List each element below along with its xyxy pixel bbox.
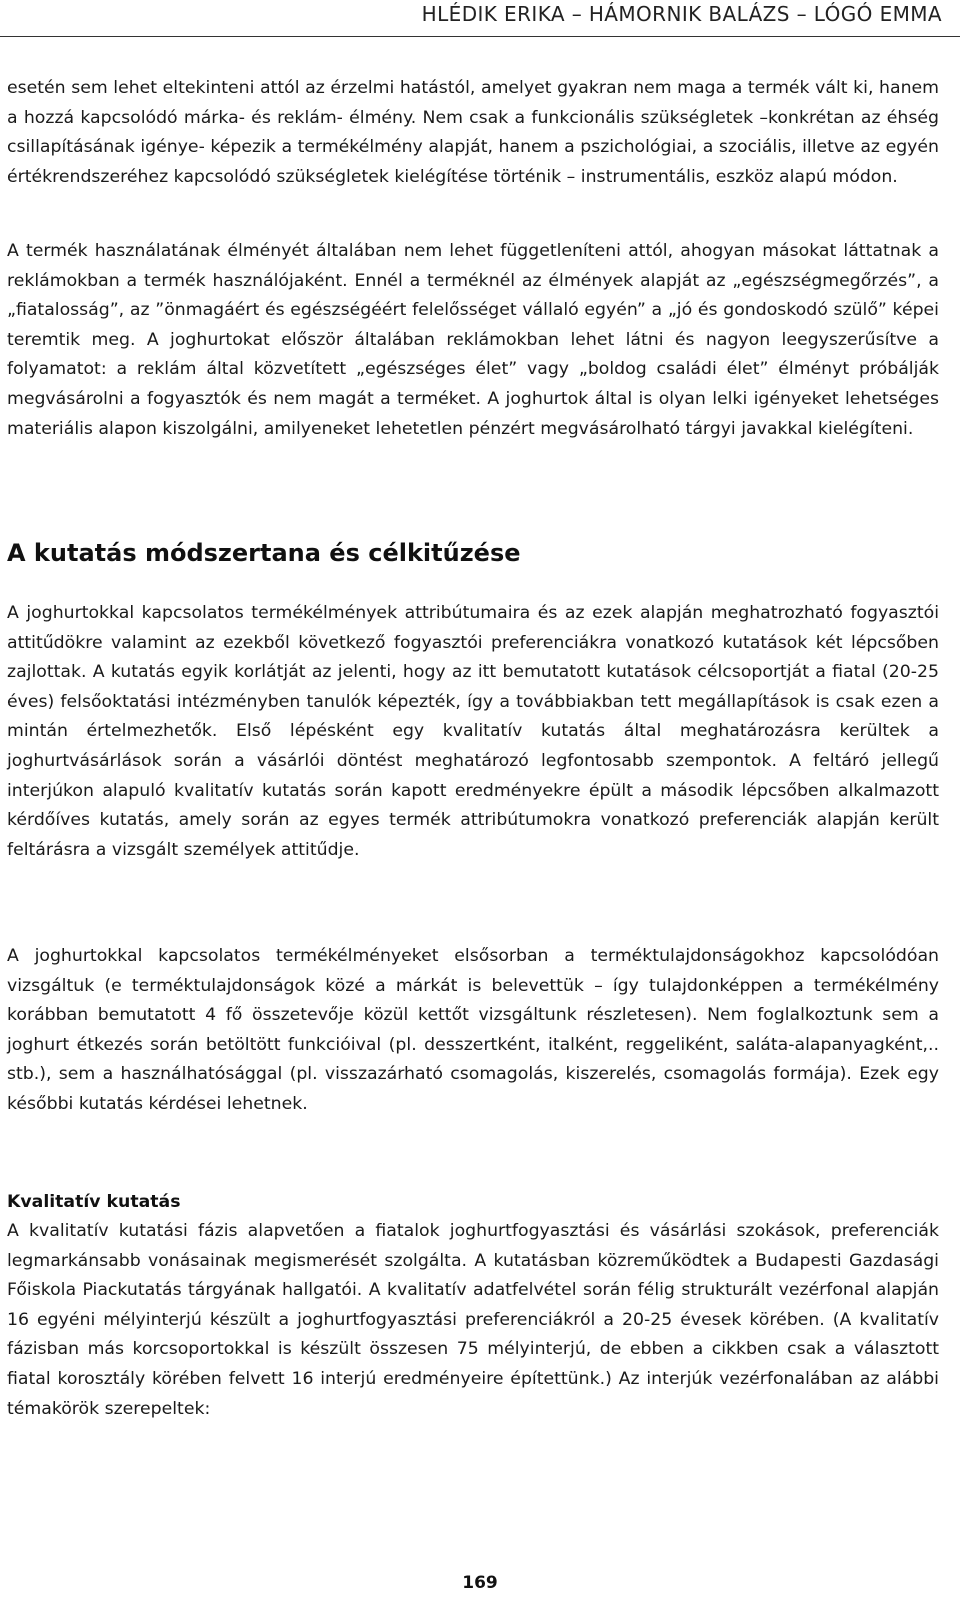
- page-number: 169: [462, 1573, 498, 1593]
- paragraph-attributes: A joghurtokkal kapcsolatos termékélményeket elsősorban a terméktulajdonságokhoz kapcsolódóan vizsgáltuk (e terméktulajdonságok közé a márkát is belevettük – így tulajdonképpen a termékélmény korábban bemutatott 4 fő összetevője közül kettőt vizsgáltunk részletesen). Nem foglalkoztunk sem a joghurt étkezés során betöltött funkcióival (pl. desszertként, italként, reggeliként, saláta-alapanyagként,.. stb.), sem a használhatósággal (pl. visszazárható csomagolás, kiszerelés, csomagolás formája). Ezek egy későbbi kutatás kérdései lehetnek.: [7, 946, 939, 1114]
- paragraph-product-experience: A termék használatának élményét általában nem lehet függetleníteni attól, ahogyan másokat láttatnak a reklámokban a termék használójaként. Ennél a terméknél az élmények alapját az „egészségmegőrzés”, a „fiatalosság”, az ”önmagáért és egészségéért felelősséget vállaló egyén” a „jó és gondoskodó szülő” képei teremtik meg. A joghurtokat először általában reklámokban lehet látni és nagyon leegyszerűsítve a folyamatot: a reklám által közvetített „egészséges élet” vagy „boldog családi élet” élményt próbálják megvásárolni a fogyasztók és nem magát a terméket. A joghurtok által is olyan lelki igényeket lehetséges materiális alapon kiszolgálni, amilyeneket lehetetlen pénzért megvásárolható tárgyi javakkal kielégíteni.: [7, 241, 939, 439]
- running-head: HLÉDIK ERIKA – HÁMORNIK BALÁZS – LÓGÓ EMMA: [421, 2, 942, 26]
- section-heading: A kutatás módszertana és célkitűzése: [7, 539, 521, 567]
- subsection-heading: Kvalitatív kutatás: [7, 1192, 181, 1212]
- header-rule: [0, 36, 960, 37]
- paragraph-methodology: A joghurtokkal kapcsolatos termékélmények attribútumaira és az ezek alapján meghatrozható fogyasztói attitűdökre valamint az ezekből következő fogyasztói preferenciákra vonatkozó kutatások két lépcsőben zajlottak. A kutatás egyik korlátját az jelenti, hogy az itt bemutatott kutatások célcsoportját a fiatal (20-25 éves) felsőoktatási intézményben tanulók képezték, így a továbbiakban tett megállapítások is csak ezen a mintán értelmezhetők. Első lépésként egy kvalitatív kutatás által meghatározásra kerültek a joghurtvásárlások során a vásárlói döntést meghatározó legfontosabb szempontok. A feltáró jellegű interjúkon alapuló kvalitatív kutatás során kapott eredményekre épült a második lépcsőben alkalmazott kérdőíves kutatás, amely során az egyes termék attribútumokra vonatkozó preferenciák alapján került feltárásra a vizsgált személyek attitűdje.: [7, 603, 939, 860]
- paragraph-qualitative: A kvalitatív kutatási fázis alapvetően a fiatalok joghurtfogyasztási és vásárlási szokások, preferenciák legmarkánsabb vonásainak megismerését szolgálta. A kutatásban közreműködtek a Budapesti Gazdasági Főiskola Piackutatás tárgyának hallgatói. A kvalitatív adatfelvétel során félig strukturált vezérfonal alapján 16 egyéni mélyinterjú készült a joghurtfogyasztási preferenciákról a 20-25 évesek körében. (A kvalitatív fázisban más korcsoportokkal is készült összesen 75 mélyinterjú, de ebben a cikkben csak a választott fiatal korosztály körében felvett 16 interjú eredményeire építettünk.) Az interjúk vezérfonalában az alábbi témakörök szerepeltek:: [7, 1221, 939, 1419]
- paragraph-intro: esetén sem lehet eltekinteni attól az érzelmi hatástól, amelyet gyakran nem maga a termék vált ki, hanem a hozzá kapcsolódó márka- és reklám- élmény. Nem csak a funkcionális szükségletek –konkrétan az éhség csillapításának igénye- képezik a termékélmény alapját, hanem a pszichológiai, a szociális, illetve az egyén értékrendszeréhez kapcsolódó szükségletek kielégítése történik – instrumentális, eszköz alapú módon.: [7, 78, 939, 187]
